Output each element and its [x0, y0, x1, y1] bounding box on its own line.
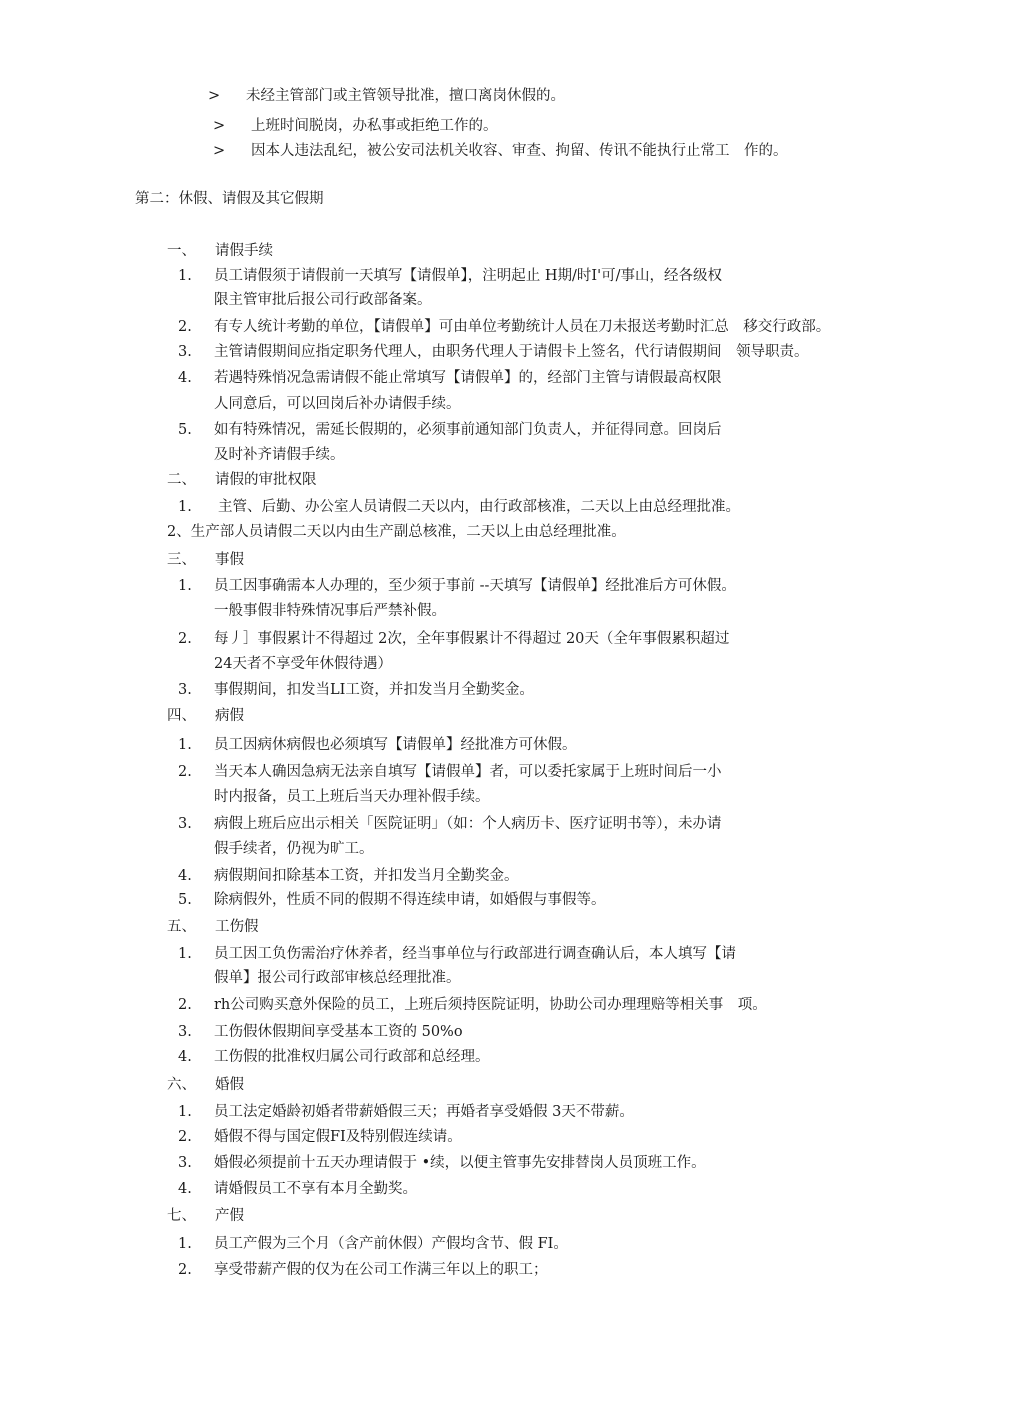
item-text: 主管、后勤、办公室人员请假二天以内，由行政部核准，二天以上由总经理批准。 [218, 499, 740, 515]
section-title: 请假手续 [215, 243, 273, 259]
item-number: 3. [178, 1155, 192, 1171]
item-text: 婚假必须提前十五天办理请假于 •续，以便主管事先安排替岗人员顶班工作。 [214, 1155, 706, 1171]
item-number: 4. [178, 1049, 192, 1065]
list-item [178, 368, 722, 388]
list-item [178, 497, 740, 517]
bullet-text: 上班时间脱岗，办私事或拒绝工作的。 [251, 118, 498, 134]
item-number: 1. [178, 1236, 192, 1252]
list-item [178, 995, 767, 1015]
item-number: 4. [178, 868, 192, 884]
list-item [178, 420, 722, 440]
section-number: 一、 [167, 243, 196, 259]
item-number: 5. [178, 892, 192, 908]
bullet-marker: > [213, 143, 226, 159]
item-continuation: 假手续者，仍视为旷工。 [214, 841, 374, 857]
item-text: 请婚假员工不享有本月全勤奖。 [214, 1181, 417, 1197]
item-continuation: 人同意后，可以回岗后补办请假手续。 [214, 396, 461, 412]
list-item: 2、生产部人员请假二天以内由生产副总核准，二天以上由总经理批准。 [167, 524, 626, 540]
item-text: 员工因事确需本人办理的，至少须于事前 --天填写【请假单】经批准后方可休假。 [214, 578, 736, 594]
section-number: 六、 [167, 1077, 196, 1093]
list-item [178, 342, 809, 362]
item-text: 有专人统计考勤的单位，【请假单】可由单位考勤统计人员在刀未报送考勤时汇总 移交行政部。 [214, 319, 831, 335]
item-text: 如有特殊情况，需延长假期的，必须事前通知部门负责人，并征得同意。回岗后 [214, 422, 722, 438]
item-text: 事假期间，扣发当LI工资，并扣发当月全勤奖金。 [214, 682, 534, 698]
item-continuation: 一般事假非特殊情况事后严禁补假。 [214, 603, 446, 619]
list-item [178, 1260, 548, 1280]
chapter-title: 第二：休假、请假及其它假期 [135, 191, 324, 207]
section-heading [167, 550, 244, 570]
bullet-item [213, 116, 498, 136]
item-text: 病假上班后应出示相关「医院证明」（如：个人病历卡、医疗证明书等），未办请 [214, 816, 722, 832]
item-number: 5. [178, 422, 192, 438]
item-text: 员工法定婚龄初婚者带薪婚假三天；再婚者享受婚假 3天不带薪。 [214, 1104, 634, 1120]
section-title: 产假 [215, 1208, 244, 1224]
bullet-marker: > [208, 88, 221, 104]
item-text: 除病假外，性质不同的假期不得连续申请，如婚假与事假等。 [214, 892, 606, 908]
section-number: 二、 [167, 472, 196, 488]
item-number: 2. [178, 997, 192, 1013]
item-text: 每丿］事假累计不得超过 2次，全年事假累计不得超过 20天（全年事假累积超过 [214, 631, 730, 647]
section-number: 五、 [167, 919, 196, 935]
section-number: 四、 [167, 708, 196, 724]
section-title: 病假 [215, 708, 244, 724]
section-number: 七、 [167, 1208, 196, 1224]
list-item [178, 814, 722, 834]
list-item [178, 735, 577, 755]
section-heading [167, 917, 259, 937]
list-item [178, 1153, 706, 1173]
bullet-item [208, 86, 565, 106]
section-heading [167, 470, 317, 490]
item-number: 1. [178, 578, 192, 594]
section-title: 工伤假 [215, 919, 259, 935]
section-heading [167, 241, 273, 261]
item-number: 1. [178, 946, 192, 962]
bullet-marker: > [213, 118, 226, 134]
item-number: 4. [178, 370, 192, 386]
section-heading [167, 1206, 244, 1226]
item-number: 3. [178, 1024, 192, 1040]
section-heading [167, 1075, 244, 1095]
item-text: 主管请假期间应指定职务代理人，由职务代理人于请假卡上签名，代行请假期间 领导职责。 [214, 344, 809, 360]
item-number: 2. [178, 1129, 192, 1145]
item-continuation: 及时补齐请假手续。 [214, 447, 345, 463]
section-number: 三、 [167, 552, 196, 568]
list-item [178, 866, 519, 886]
bullet-text: 因本人违法乱纪，被公安司法机关收容、审查、拘留、传讯不能执行止常工 作的。 [251, 143, 788, 159]
list-item [178, 680, 534, 700]
item-text: 当天本人确因急病无法亲自填写【请假单】者，可以委托家属于上班时间后一小 [214, 764, 722, 780]
list-item [178, 266, 722, 286]
item-number: 3. [178, 682, 192, 698]
bullet-item [213, 141, 788, 161]
item-number: 2. [178, 764, 192, 780]
item-text: 婚假不得与国定假FI及特别假连续请。 [214, 1129, 462, 1145]
item-number: 1. [178, 737, 192, 753]
section-title: 事假 [215, 552, 244, 568]
item-number: 1. [178, 499, 192, 515]
list-item [178, 944, 736, 964]
item-number: 2. [178, 319, 192, 335]
list-item [178, 629, 729, 649]
list-item [178, 1234, 568, 1254]
item-text: 员工因工负伤需治疗休养者，经当事单位与行政部进行调查确认后，本人填写【请 [214, 946, 736, 962]
item-number: 2. [178, 1262, 192, 1278]
list-item [178, 1047, 490, 1067]
item-text: 若遇特殊悄况急需请假不能止常填写【请假单】的，经部门主管与请假最高权限 [214, 370, 722, 386]
item-text: rh公司购买意外保险的员工，上班后须持医院证明，协助公司办理理赔等相关事 项。 [214, 997, 767, 1013]
list-item [178, 890, 606, 910]
item-number: 2. [178, 631, 192, 647]
item-number: 3. [178, 816, 192, 832]
item-continuation: 限主管审批后报公司行政部备案。 [214, 292, 432, 308]
item-text: 员工因病休病假也必须填写【请假单】经批准方可休假。 [214, 737, 577, 753]
item-number: 1. [178, 1104, 192, 1120]
item-text: 员工产假为三个月（含产前休假）产假均含节、假 FI。 [214, 1236, 568, 1252]
list-item [178, 576, 736, 596]
list-item [178, 1102, 634, 1122]
item-continuation: 时内报备，员工上班后当天办理补假手续。 [214, 789, 490, 805]
list-item [178, 317, 830, 337]
list-item [178, 1127, 462, 1147]
list-item [178, 762, 722, 782]
item-number: 4. [178, 1181, 192, 1197]
item-text: 病假期间扣除基本工资，并扣发当月全勤奖金。 [214, 868, 519, 884]
item-number: 1. [178, 268, 192, 284]
bullet-text: 未经主管部门或主管领导批准，擅口离岗休假的。 [246, 88, 565, 104]
section-title: 婚假 [215, 1077, 244, 1093]
item-number: 3. [178, 344, 192, 360]
item-text: 工伤假的批准权归属公司行政部和总经理。 [214, 1049, 490, 1065]
item-text: 员工请假须于请假前一天填写【请假单】，注明起止 H期/时I'可/事山，经各级权 [214, 268, 722, 284]
item-continuation: 24天者不享受年休假待遇） [214, 656, 392, 672]
section-title: 请假的审批权限 [215, 472, 317, 488]
item-continuation: 假单】报公司行政部审核总经理批准。 [214, 970, 461, 986]
list-item [178, 1022, 463, 1042]
list-item [178, 1179, 417, 1199]
item-text: 享受带薪产假的仅为在公司工作满三年以上的职工； [214, 1262, 548, 1278]
item-text: 工伤假休假期间享受基本工资的 50%o [214, 1024, 463, 1040]
section-heading [167, 706, 244, 726]
